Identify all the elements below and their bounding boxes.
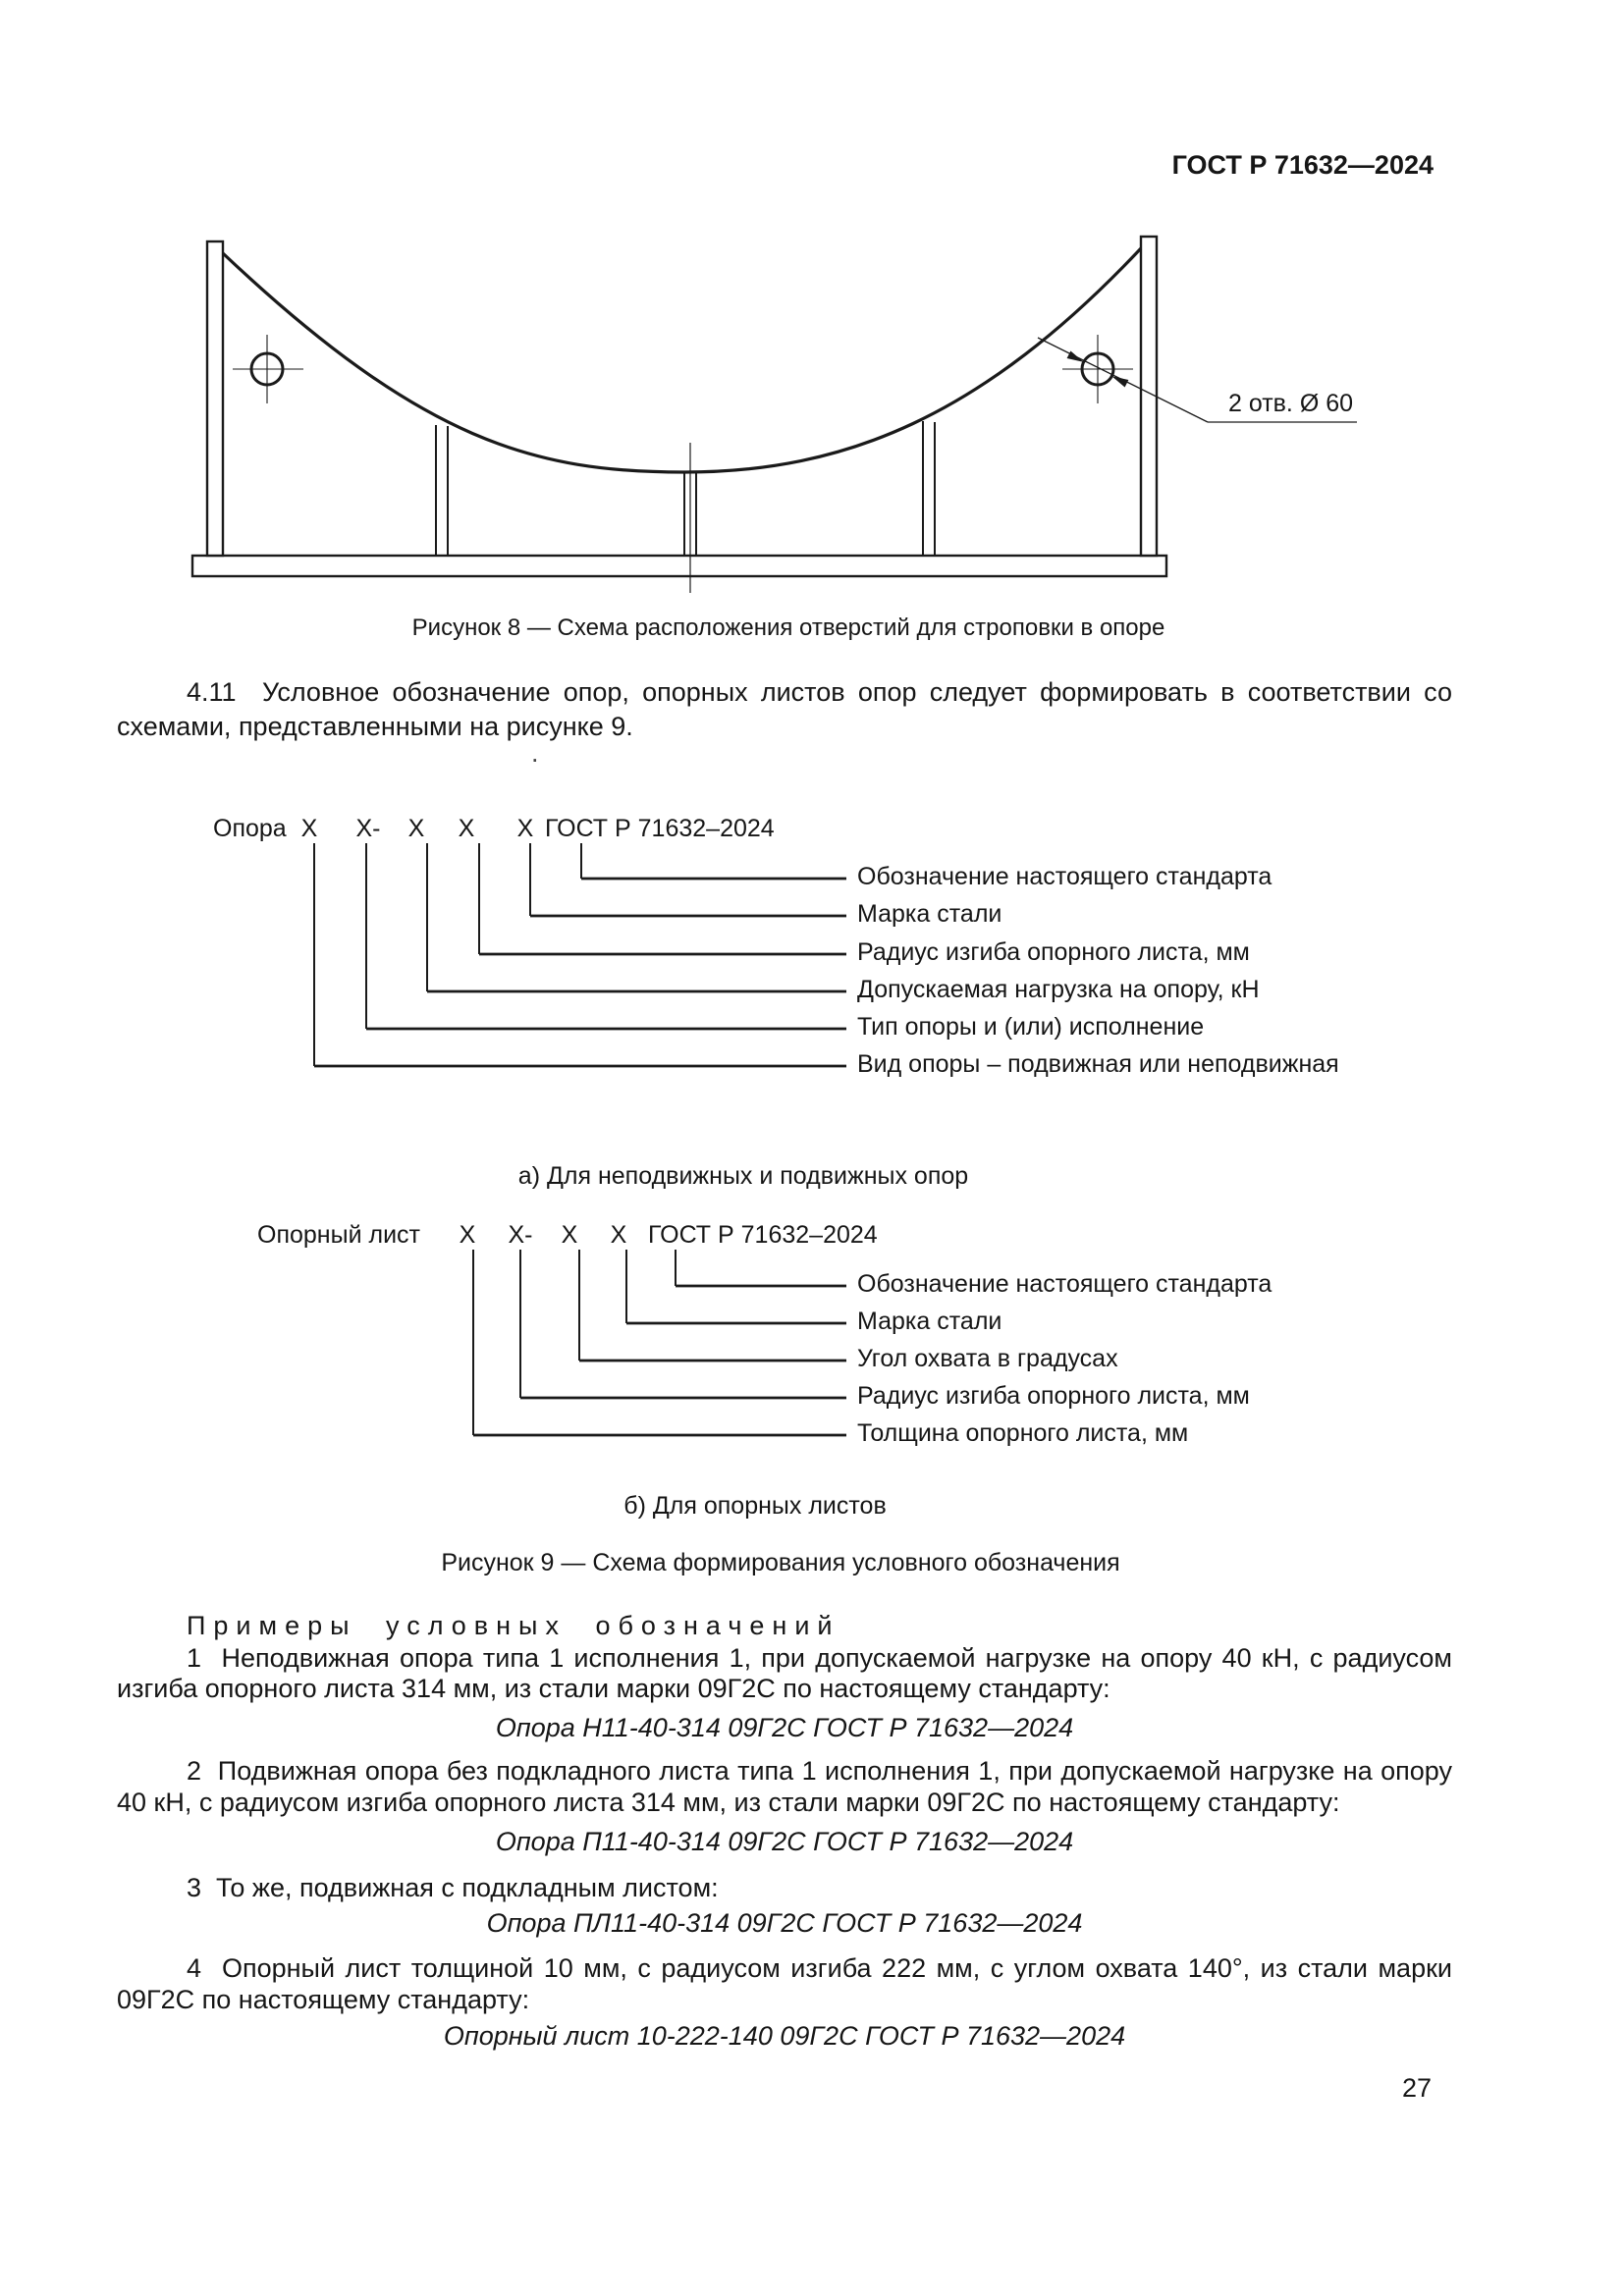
standard-number: ГОСТ Р 71632—2024: [1171, 150, 1434, 180]
stray-dot: .: [531, 738, 539, 768]
scheme-a-name: Опора: [213, 815, 287, 842]
scheme-b-label: Радиус изгиба опорного листа, мм: [857, 1382, 1250, 1410]
example-1-text: 1 Неподвижная опора типа 1 исполнения 1, при допускаемой нагрузке на опору 40 кН, с радиусом изгиба опорного листа 314 мм, из стали марки 09Г2С по настоящему стандарту:: [117, 1643, 1452, 1703]
scheme-b-x3: Х: [561, 1221, 578, 1249]
scheme-b-label: Толщина опорного листа, мм: [857, 1419, 1189, 1447]
scheme-b-standard-ref: ГОСТ Р 71632–2024: [648, 1221, 878, 1249]
scheme-a-caption: а) Для неподвижных и подвижных опор: [517, 1162, 969, 1190]
example-3-text: 3 То же, подвижная с подкладным листом:: [187, 1873, 719, 1902]
scheme-a-x2: Х-: [355, 815, 381, 842]
scheme-b-name: Опорный лист: [257, 1221, 420, 1249]
example-4-designation: Опорный лист 10-222-140 09Г2С ГОСТ Р 71632—2024: [443, 2021, 1126, 2051]
scheme-b-caption: б) Для опорных листов: [623, 1492, 887, 1520]
scheme-a-label: Тип опоры и (или) исполнение: [857, 1013, 1205, 1041]
figure9-caption: Рисунок 9 — Схема формирования условного обозначения: [441, 1549, 1120, 1576]
figure8-caption: Рисунок 8 — Схема расположения отверстий для строповки в опоре: [411, 614, 1165, 641]
base-plate: [192, 556, 1166, 576]
example-1-designation: Опора Н11-40-314 09Г2С ГОСТ Р 71632—2024: [495, 1713, 1074, 1742]
scheme-b-label: Обозначение настоящего стандарта: [857, 1270, 1272, 1298]
scheme-a-label: Радиус изгиба опорного листа, мм: [857, 938, 1250, 966]
figure8-drawing: [192, 237, 1357, 593]
left-end-plate: [207, 241, 223, 556]
scheme-b-label: Угол охвата в градусах: [857, 1345, 1118, 1372]
example-2-text: 2 Подвижная опора без подкладного листа типа 1 исполнения 1, при допускаемой нагрузке на опору 40 кН, с радиусом изгиба опорного листа 314 мм, из стали марки 09Г2С по настоящему стандарту:: [117, 1756, 1452, 1817]
scheme-a-standard-ref: ГОСТ Р 71632–2024: [545, 815, 775, 842]
scheme-a-x1: Х: [300, 815, 318, 842]
page-number: 27: [1402, 2073, 1433, 2103]
clause-4-11: 4.11 Условное обозначение опор, опорных листов опор следует формировать в соответствии со схемами, представленными на рисунке 9.: [117, 677, 1452, 741]
rib-left: [436, 425, 448, 555]
scheme-b-label: Марка стали: [857, 1308, 1002, 1335]
example-3-designation: Опора ПЛ11-40-314 09Г2С ГОСТ Р 71632—2024: [486, 1908, 1083, 1938]
scheme-b-x4: Х: [610, 1221, 627, 1249]
right-hole-crosshair: [1062, 335, 1133, 403]
scheme-a-label: Допускаемая нагрузка на опору, кН: [857, 976, 1260, 1003]
scheme-a-label: Вид опоры – подвижная или неподвижная: [857, 1050, 1339, 1078]
rib-right: [923, 421, 935, 555]
example-4-text: 4 Опорный лист толщиной 10 мм, с радиусом изгиба 222 мм, с углом охвата 140°, из стали марки 09Г2С по настоящему стандарту:: [117, 1953, 1452, 2014]
scheme-a-label: Марка стали: [857, 900, 1002, 928]
left-hole-crosshair: [233, 335, 303, 403]
scheme-a-x4: Х: [458, 815, 475, 842]
scheme-b-x2: Х-: [508, 1221, 533, 1249]
scheme-b-bracket-lines: [473, 1250, 846, 1435]
scheme-a-x5: Х: [516, 815, 534, 842]
examples-heading: Примеры условных обозначений: [187, 1611, 840, 1640]
saddle-curve: [223, 248, 1141, 472]
scheme-a-bracket-lines: [314, 843, 846, 1066]
scheme-a-x3: Х: [407, 815, 425, 842]
scheme-b-x1: Х: [459, 1221, 476, 1249]
figure8-hole-annotation: 2 отв. Ø 60: [1228, 390, 1354, 417]
example-2-designation: Опора П11-40-314 09Г2С ГОСТ Р 71632—2024: [495, 1827, 1074, 1856]
scheme-a-label: Обозначение настоящего стандарта: [857, 863, 1272, 890]
